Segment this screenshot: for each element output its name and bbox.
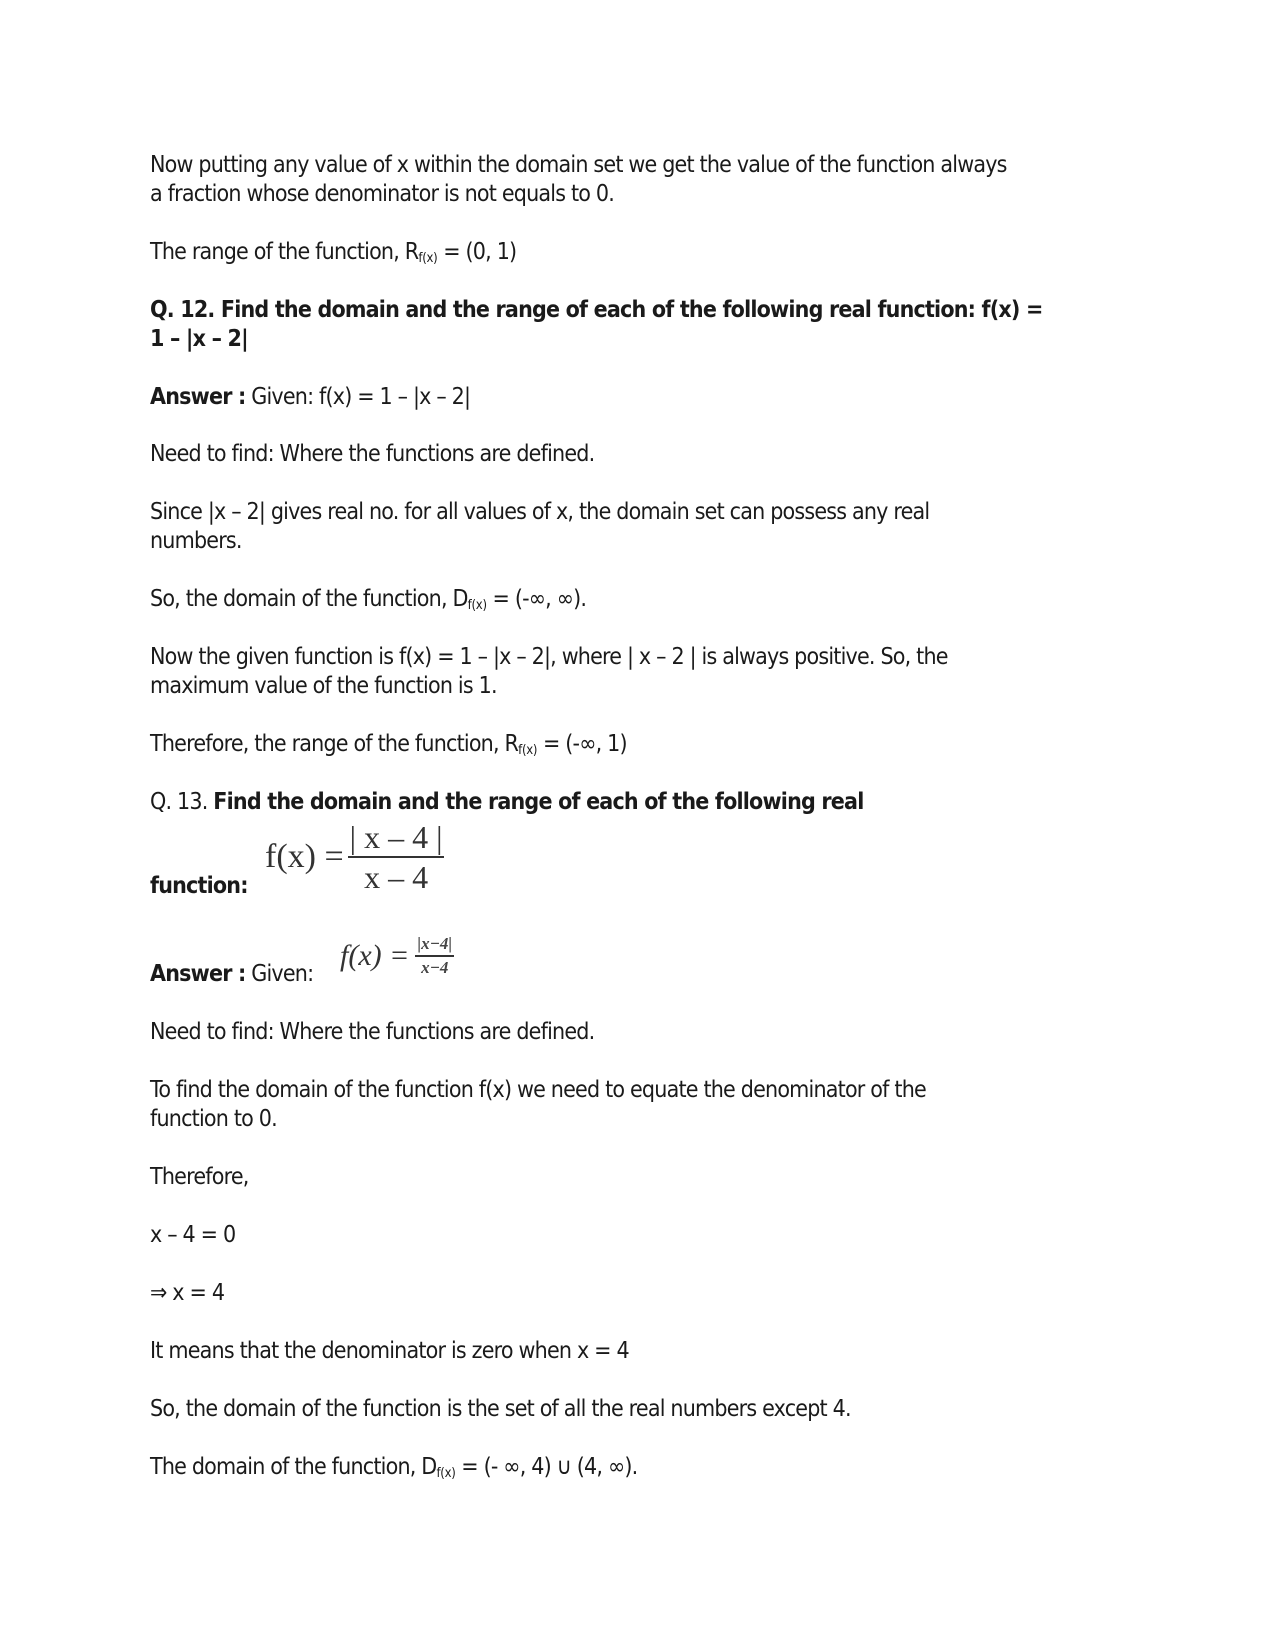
q13-domain-statement (150, 1453, 1041, 1488)
range-subscript: f(x) (518, 743, 538, 758)
domain-subscript: f(x) (467, 598, 487, 613)
q13-question-line2: function: (150, 873, 248, 899)
domain-prefix: So, the domain of the function, D (150, 586, 468, 612)
q12-question-line2: 1 – |x – 2| (150, 326, 248, 352)
q12-since-line2: numbers. (150, 528, 242, 554)
q13-means: It means that the denominator is zero when x = 4 (150, 1338, 629, 1364)
formula-numerator: |x−4| (417, 934, 453, 953)
answer-label: Answer : (150, 961, 246, 987)
paragraph-intro-line1: Now putting any value of x within the domain set we get the value of the function always (150, 152, 1007, 178)
range-prefix: The range of the function, R (150, 239, 419, 265)
range-value: = (-∞, 1) (537, 731, 627, 757)
q12-range-statement (150, 730, 1041, 765)
intro-range-statement (150, 238, 1041, 273)
q12-since-line1: Since |x – 2| gives real no. for all values of x, the domain set can possess any real (150, 499, 930, 525)
q13-therefore: Therefore, (150, 1164, 249, 1190)
domain-value: = (-∞, ∞). (486, 586, 587, 612)
q13-number: Q. 13. (150, 789, 214, 815)
q12-now-line1: Now the given function is f(x) = 1 – |x – 2|, where | x – 2 | is always positive. So, the (150, 644, 948, 670)
q13-to-find-line2: function to 0. (150, 1106, 277, 1132)
answer-given-text: Given: f(x) = 1 – |x – 2| (245, 384, 471, 410)
range-subscript: f(x) (418, 251, 438, 266)
formula-numerator: | x – 4 | (349, 819, 443, 855)
q12-question-line1: Q. 12. Find the domain and the range of each of the following real function: f(x) = (150, 297, 1043, 323)
paragraph-intro-line2: a fraction whose denominator is not equals to 0. (150, 181, 615, 207)
range-prefix: Therefore, the range of the function, R (150, 731, 519, 757)
domain-value: = (- ∞, 4) ∪ (4, ∞). (455, 1454, 638, 1480)
formula-lhs: f(x) = (340, 939, 410, 972)
domain-subscript: f(x) (436, 1466, 456, 1481)
q13-to-find-line1: To find the domain of the function f(x) we need to equate the denominator of the (150, 1077, 926, 1103)
q12-domain-statement (150, 585, 1041, 620)
q13-equation1: x – 4 = 0 (150, 1222, 236, 1248)
q13-answer-given (150, 960, 1041, 989)
q13-question-text: Find the domain and the range of each of the following real (213, 789, 864, 815)
answer-given-text: Given: (245, 961, 314, 987)
formula-denominator: x−4 (421, 958, 449, 977)
q12-now-line2: maximum value of the function is 1. (150, 673, 497, 699)
q13-question-line1 (150, 788, 1041, 817)
answer-label: Answer : (150, 384, 246, 410)
formula-lhs: f(x) = (265, 838, 344, 875)
formula-denominator: x – 4 (364, 859, 429, 895)
domain-prefix: The domain of the function, D (150, 1454, 437, 1480)
q13-so-domain: So, the domain of the function is the set of all the real numbers except 4. (150, 1396, 851, 1422)
q12-answer-given (150, 383, 1041, 412)
range-value: = (0, 1) (437, 239, 517, 265)
q13-equation2: ⇒ x = 4 (150, 1280, 225, 1306)
q13-need-to-find: Need to find: Where the functions are defined. (150, 1019, 595, 1045)
q12-need-to-find: Need to find: Where the functions are defined. (150, 441, 595, 467)
